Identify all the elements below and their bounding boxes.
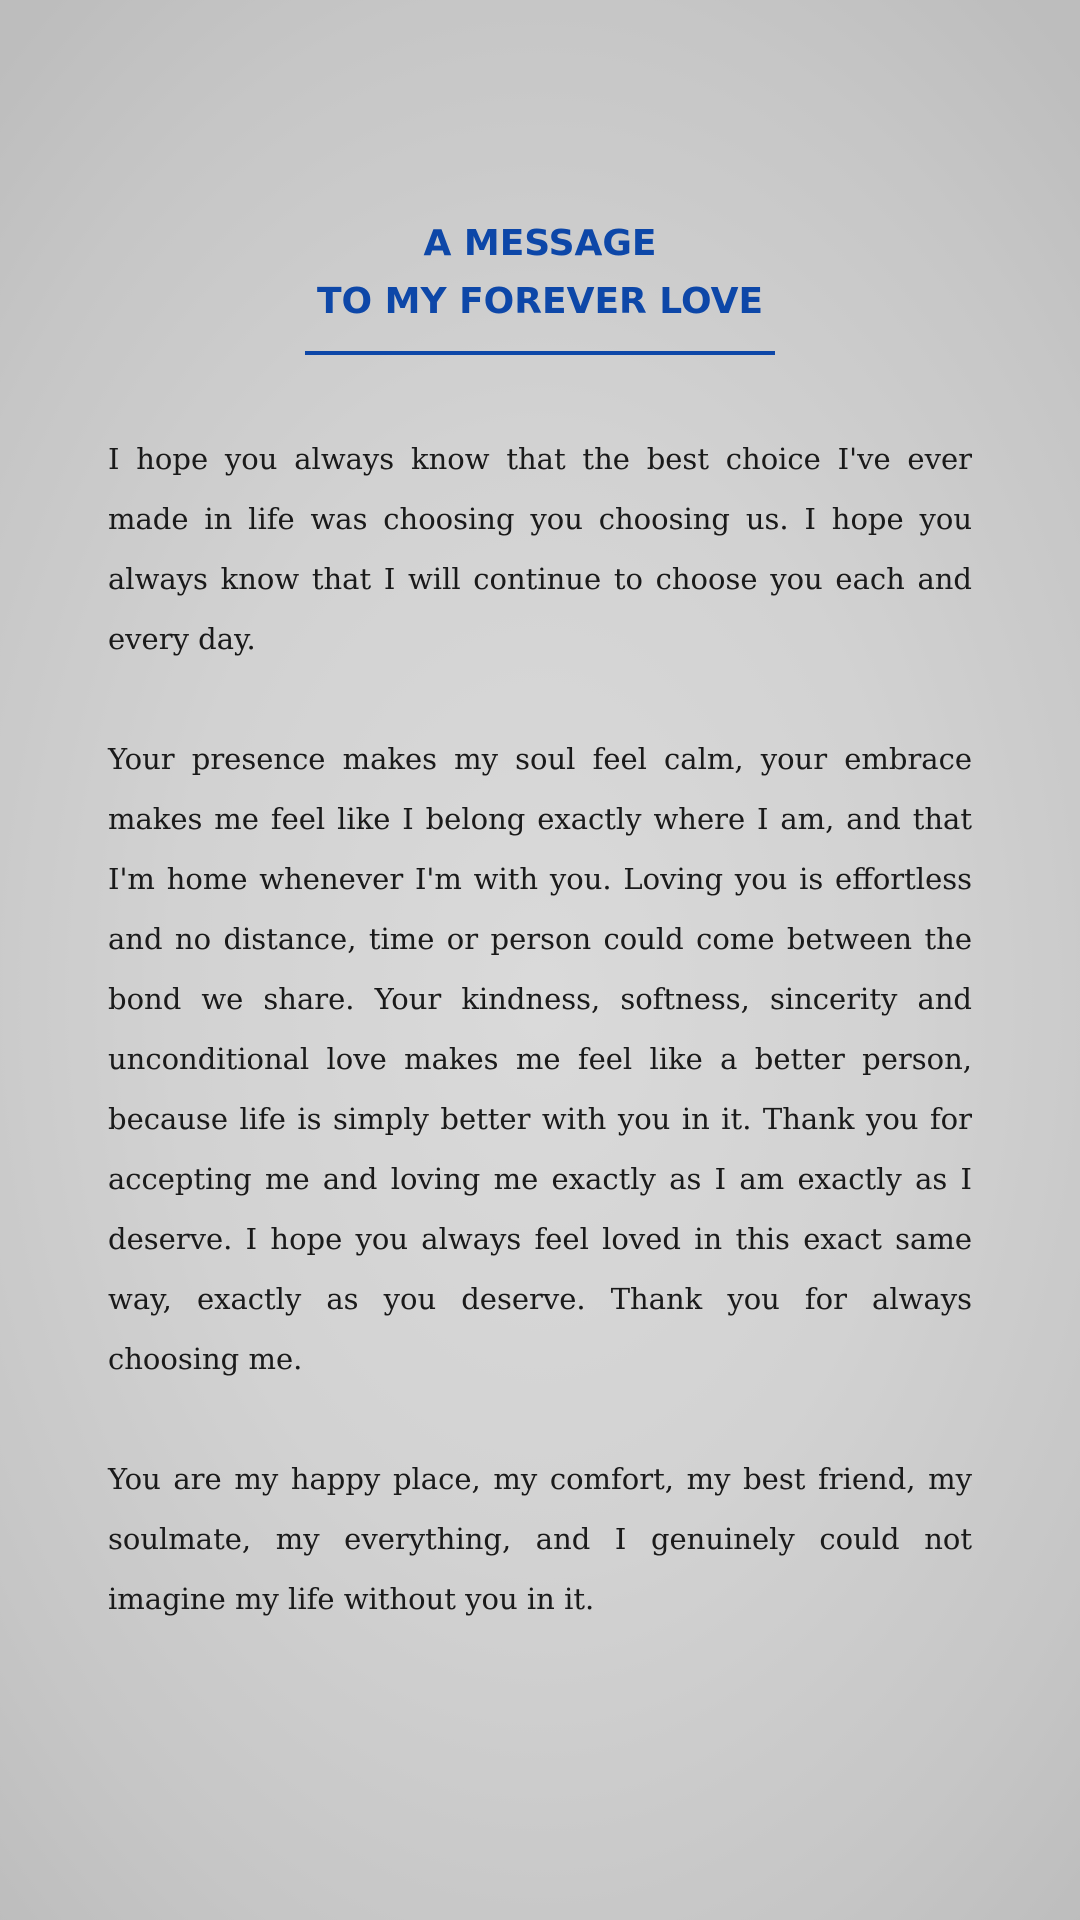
title-underline (305, 351, 775, 355)
paragraph-1: I hope you always know that the best choice I've ever made in life was choosing you choosing us. I hope you always know that I will continue to choose you each and every day. (108, 442, 972, 656)
message-body (108, 429, 972, 1689)
paragraph-3: You are my happy place, my comfort, my best friend, my soulmate, my everything, and I genuinely could not imagine my life without you in it. (108, 1462, 972, 1616)
title-line-2: TO MY FOREVER LOVE (316, 281, 764, 322)
paragraph-2: Your presence makes my soul feel calm, your embrace makes me feel like I belong exactly where I am, and that I'm home whenever I'm with you. Loving you is effortless and no distance, time or person could come between the bond we share. Your kindness, softness, sincerity and unconditional love makes me feel like a better person, because life is simply better with you in it. Thank you for accepting me and loving me exactly as I am exactly as I deserve. I hope you always feel loved in this exact same way, exactly as you deserve. Thank you for always choosing me. (108, 742, 972, 1376)
page-title (0, 215, 1080, 331)
title-line-1: A MESSAGE (423, 223, 657, 264)
